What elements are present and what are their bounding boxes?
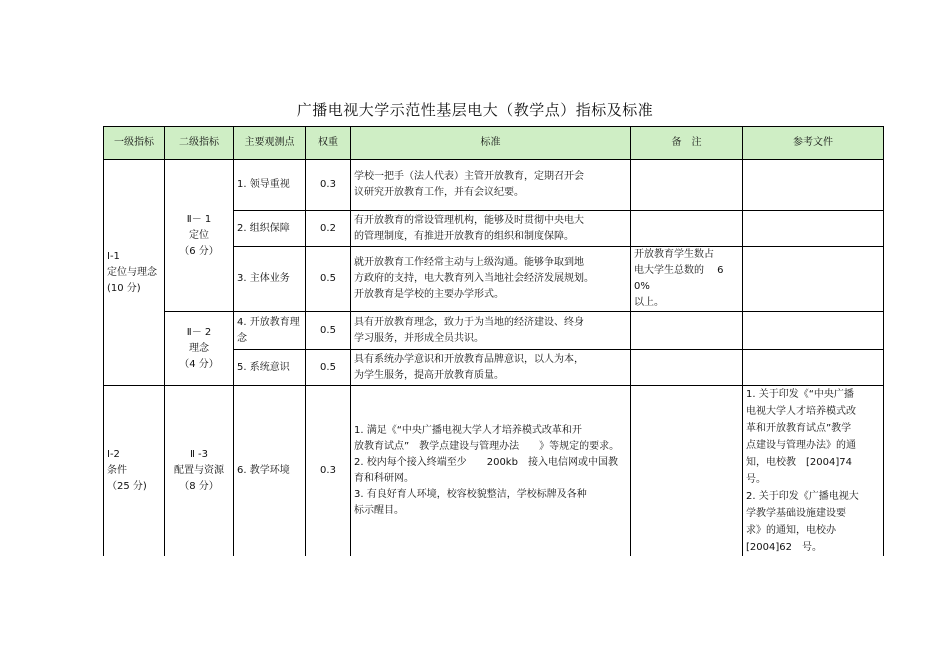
- level1-name: 条件: [107, 465, 127, 476]
- weight-cell: 0.3: [306, 386, 351, 557]
- criteria-cell: [351, 350, 631, 386]
- observation-cell: 4. 开放教育理念: [234, 312, 306, 350]
- note-cell: [631, 247, 743, 312]
- criteria-line: 开放教育是学校的主要办学形式。: [354, 289, 504, 300]
- criteria-cell: [351, 312, 631, 350]
- level1-code: I-2: [107, 449, 120, 460]
- level1-code: I-1: [107, 250, 120, 262]
- level2-code: Ⅱ－ 1: [186, 213, 212, 225]
- table-header-row: [104, 127, 884, 160]
- criteria-line: 具有开放教育理念，致力于为当地的经济建设、终身: [354, 316, 584, 328]
- criteria-line: 方政府的支持，电大教育列入当地社会经济发展规划。: [354, 273, 594, 284]
- level2-code: Ⅱ -3: [189, 449, 209, 460]
- note-cell: [631, 350, 743, 386]
- criteria-line: 为学生服务，提高开放教育质量。: [354, 369, 504, 381]
- level2-name: 定位: [189, 229, 209, 241]
- note-cell: [631, 386, 743, 557]
- criteria-line: 就开放教育工作经常主动与上级沟通。能够争取到地: [354, 257, 584, 268]
- level2-score: （6 分）: [179, 245, 219, 257]
- level1-score: (10 分): [107, 282, 141, 294]
- header-level1: 一级指标: [104, 127, 165, 160]
- observation-cell: 1. 领导重视: [234, 160, 306, 211]
- criteria-line: 的管理制度，有推进开放教育的组织和制度保障。: [354, 230, 574, 242]
- criteria-line: 学习服务，并形成全员共识。: [354, 332, 484, 344]
- criteria-line: 标示醒目。: [354, 505, 404, 516]
- header-observation: 主要观测点: [234, 127, 306, 160]
- table-row: [104, 386, 884, 557]
- header-weight: 权重: [306, 127, 351, 160]
- criteria-cell: [351, 386, 631, 557]
- reference-line: 求》的通知，电校办: [746, 525, 836, 536]
- reference-cell: [743, 312, 884, 350]
- note-cell: [631, 211, 743, 247]
- table-row: [104, 312, 884, 350]
- level1-cell: [104, 386, 165, 557]
- reference-cell: [743, 350, 884, 386]
- reference-line: 点建设与管理办法》的通: [746, 440, 856, 451]
- header-level2: 二级指标: [165, 127, 234, 160]
- criteria-line: 议研究开放教育工作，并有会议纪要。: [354, 187, 524, 198]
- weight-cell: 0.5: [306, 350, 351, 386]
- observation-cell: 6. 教学环境: [234, 386, 306, 557]
- level2-cell: [165, 386, 234, 557]
- note-line: 以上。: [634, 297, 664, 308]
- level2-score: （8 分）: [179, 481, 219, 492]
- header-criteria: 标准: [351, 127, 631, 160]
- level2-cell: [165, 312, 234, 386]
- criteria-line: 3. 有良好育人环境，校容校貌整洁，学校标牌及各种: [354, 489, 587, 500]
- reference-line: 2. 关于印发《广播电视大: [746, 491, 859, 502]
- note-cell: [631, 160, 743, 211]
- level2-code: Ⅱ－ 2: [186, 326, 212, 338]
- reference-cell: [743, 247, 884, 312]
- criteria-line: 2. 校内每个接入终端至少 200kb 接入电信网或中国教: [354, 457, 618, 468]
- table-row: [104, 160, 884, 211]
- level2-score: （4 分）: [179, 358, 219, 370]
- weight-cell: 0.2: [306, 211, 351, 247]
- criteria-cell: [351, 211, 631, 247]
- reference-line: 革和开放教育试点”教学: [746, 423, 852, 434]
- criteria-line: 育和科研网。: [354, 473, 414, 484]
- criteria-line: 有开放教育的常设管理机构，能够及时贯彻中央电大: [354, 214, 584, 226]
- level1-score: （25 分): [107, 481, 147, 492]
- criteria-line: 具有系统办学意识和开放教育品牌意识，以人为本，: [354, 353, 584, 365]
- level1-cell: [104, 160, 165, 386]
- criteria-cell: [351, 160, 631, 211]
- header-note: 备 注: [631, 127, 743, 160]
- criteria-line: 学校一把手（法人代表）主管开放教育，定期召开会: [354, 171, 584, 182]
- note-cell: [631, 312, 743, 350]
- weight-cell: 0.5: [306, 247, 351, 312]
- reference-line: 知，电校教 [2004]74 号。: [746, 457, 862, 485]
- observation-cell: 3. 主体业务: [234, 247, 306, 312]
- reference-line: 1. 关于印发《“中央广播: [746, 389, 854, 400]
- weight-cell: 0.5: [306, 312, 351, 350]
- criteria-line: 1. 满足《“中央广播电视大学人才培养模式改革和开: [354, 425, 582, 436]
- header-reference: 参考文件: [743, 127, 884, 160]
- criteria-line: 放教育试点” 教学点建设与管理办法 》等规定的要求。: [354, 441, 620, 452]
- level1-name: 定位与理念: [107, 266, 157, 278]
- level2-cell: [165, 160, 234, 312]
- reference-cell: [743, 160, 884, 211]
- reference-line: [2004]62 号。: [746, 542, 822, 553]
- level2-name: 理念: [189, 342, 209, 354]
- level2-name: 配置与资源: [174, 465, 224, 476]
- note-line: 开放教育学生数占: [634, 249, 714, 260]
- document-title: 广播电视大学示范性基层电大（教学点）指标及标准: [296, 101, 654, 119]
- reference-line: 电视大学人才培养模式改: [746, 406, 856, 417]
- criteria-cell: [351, 247, 631, 312]
- reference-cell: [743, 386, 884, 557]
- observation-cell: 5. 系统意识: [234, 350, 306, 386]
- standards-table: [103, 126, 884, 556]
- reference-cell: [743, 211, 884, 247]
- reference-line: 学教学基础设施建设要: [746, 508, 846, 519]
- observation-cell: 2. 组织保障: [234, 211, 306, 247]
- note-line: 电大学生总数的 60%: [634, 265, 724, 292]
- weight-cell: 0.3: [306, 160, 351, 211]
